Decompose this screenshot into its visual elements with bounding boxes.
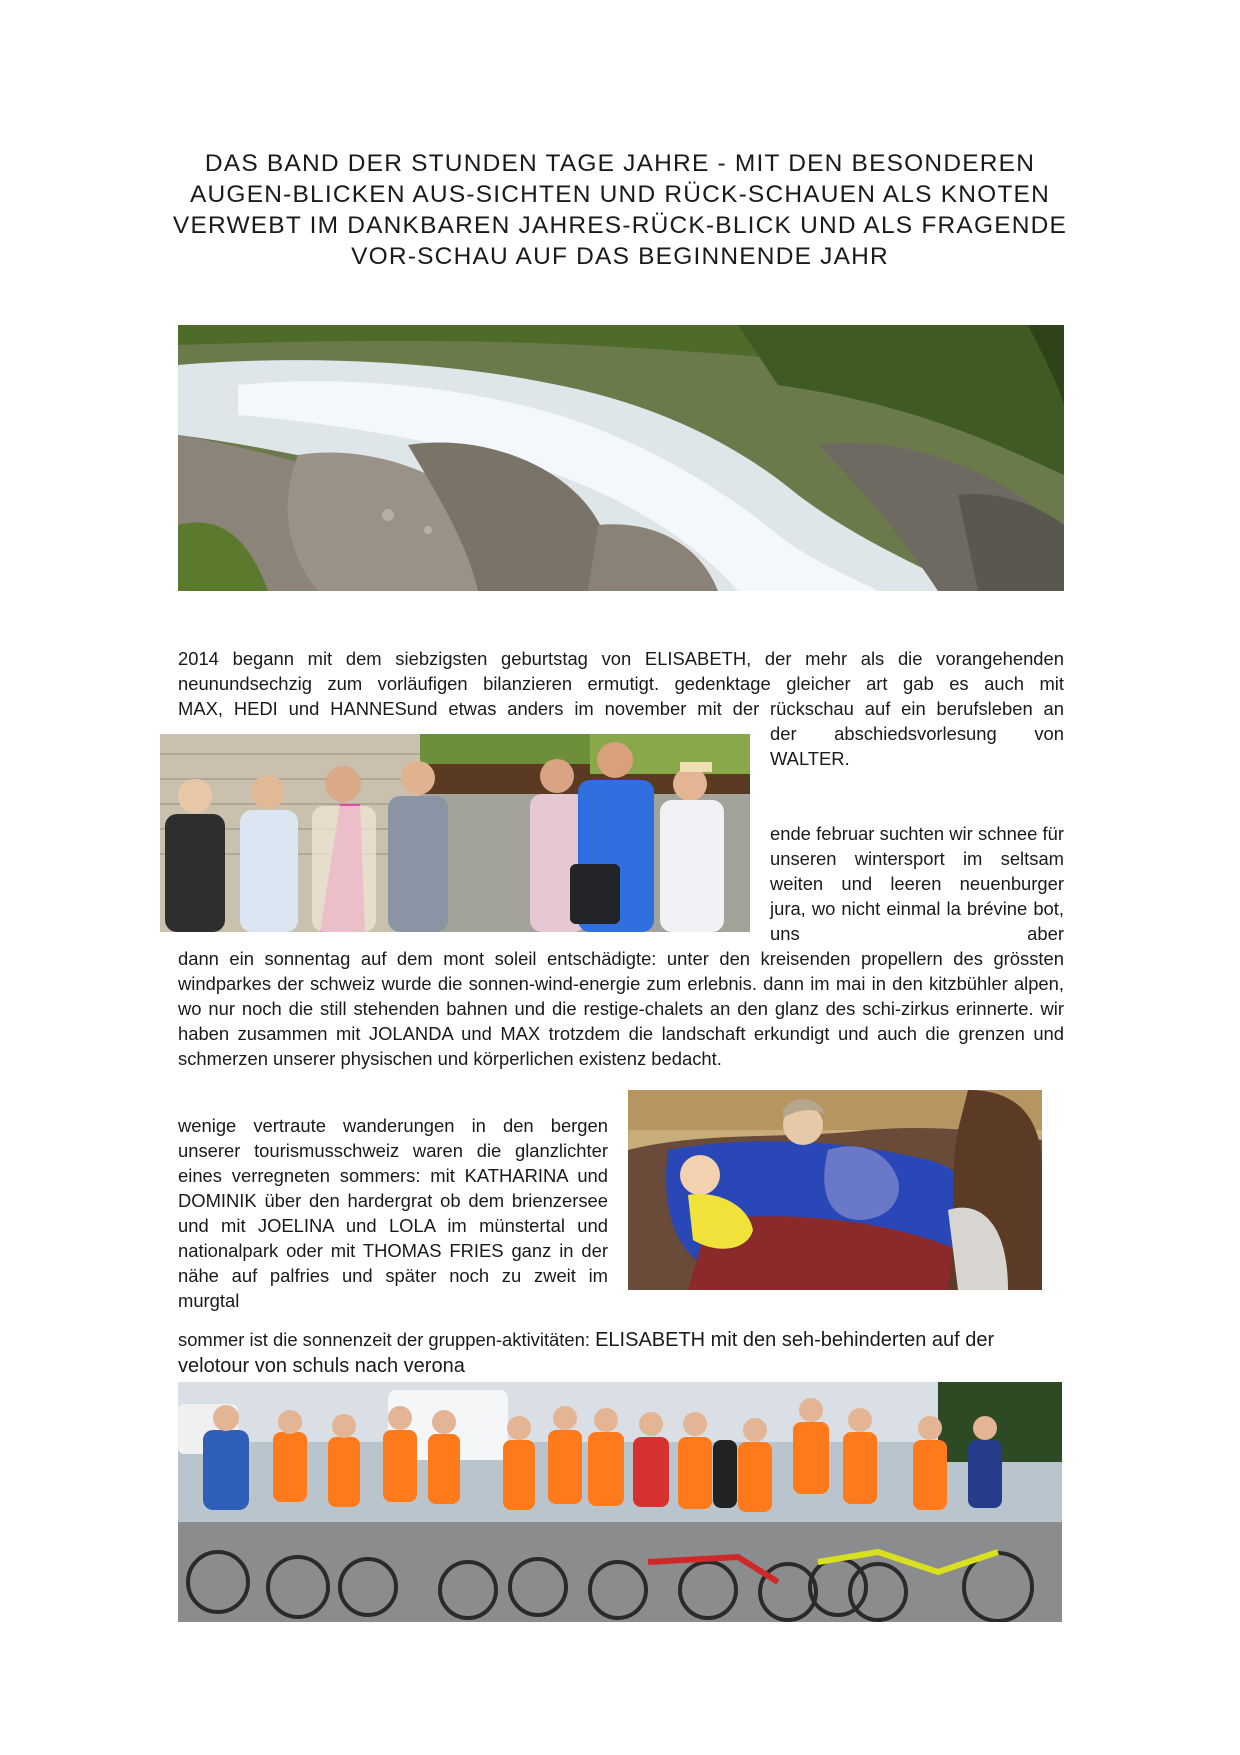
paragraph-1-line-5: WALTER. [770, 748, 850, 769]
paragraph-1-line-3: MAX, HEDI und HANNESund etwas anders im november mit der rückschau auf ein berufsleben an [178, 698, 1064, 719]
paragraph-4-intro: sommer ist die sonnenzeit der gruppen-aktivitäten: [178, 1329, 596, 1350]
paragraph-4 [178, 1327, 1064, 1379]
paragraph-1-line-2: neunundsechzig zum vorläufigen bilanzieren ermutigt. gedenktage gleicher art gab es auch mit [178, 673, 1064, 694]
paragraph-4-highlight: ELISABETH mit den seh-behinderten auf der velotour von schuls nach verona [178, 1329, 995, 1377]
group-portrait-photo [160, 734, 750, 932]
paragraph-2-beside-photo: ende februar suchten wir schnee für unseren wintersport im seltsam weiten und leeren neuenburger jura, wo nicht einmal la brévine bot, uns aber [770, 823, 1064, 944]
paragraph-1-line-1: 2014 begann mit dem siebzigsten geburtstag von ELISABETH, der mehr als die vorangehenden [178, 648, 1064, 669]
cycling-group-photo [178, 1382, 1062, 1622]
paragraph-3: wenige vertraute wanderungen in den bergen unserer tourismusschweiz waren die glanzlichter eines verregneten sommers: mit KATHARINA und DOMINIK über den hardergrat ob dem brienzersee und mit JOELINA und LOLA im münstertal und nationalpark oder mit THOMAS FRIES ganz in der nähe auf palfries und später noch zu zweit im murgtal [178, 1115, 608, 1311]
page-title: DAS BAND DER STUNDEN TAGE JAHRE - MIT DEN BESONDEREN AUGEN-BLICKEN AUS-SICHTEN UND RÜCK-SCHAUEN ALS KNOTEN VERWEBT IM DANKBAREN JAHRES-RÜCK-BLICK UND ALS FRAGENDE VOR-SCHAU AUF DAS BEGINNENDE JAHR [172, 150, 1068, 270]
paragraph-2-full-width: dann ein sonnentag auf dem mont soleil entschädigte: unter den kreisenden propellern des grössten windparkes der schweiz wurde die sonnen-wind-energie zum erlebnis. dann im mai in den kitzbühler alpen, wo nur noch die still stehenden bahnen und die restige-chalets an den glanz des schi-zirkus erinnerte. wir haben zusammen mit JOLANDA und MAX trotzdem die landschaft erkundigt und auch die grenzen und schmerzen unserer physischen und körperlichen existenz bedacht. [178, 948, 1064, 1069]
paragraph-1-line-4: der abschiedsvorlesung von [770, 723, 1064, 744]
family-on-blankets-photo [628, 1090, 1042, 1290]
mountain-stream-photo [178, 325, 1064, 591]
